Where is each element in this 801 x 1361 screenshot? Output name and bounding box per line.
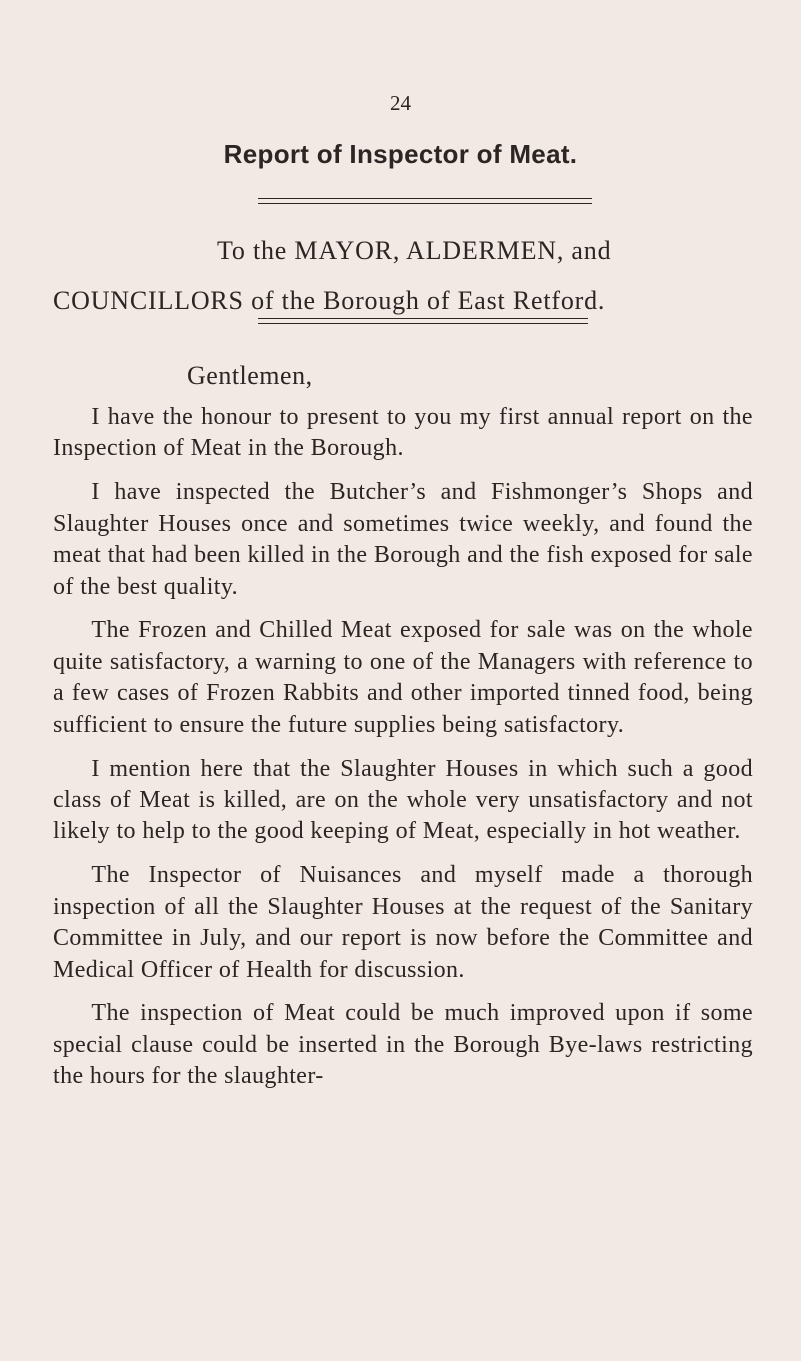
paragraph: I mention here that the Slaughter Houses in which such a good class of Meat is killed, are on the whole very unsatisfactory and not likely to help to the good keeping of Meat, especially in hot weather.	[53, 755, 753, 845]
greeting: Gentlemen,	[187, 361, 313, 390]
paragraph: I have the honour to present to you my first annual report on the Inspection of Meat in the Borough.	[53, 404, 753, 462]
page-number: 24	[390, 91, 411, 115]
address-line-2: COUNCILLORS of the Borough of East Retford.	[53, 286, 606, 315]
report-title: Report of Inspector of Meat.	[223, 139, 578, 169]
paragraph: The Inspector of Nuisances and myself made a thorough inspection of all the Slaughter Houses at the request of the Sanitary Committee in July, and our report is now before the Committee and Medical Officer of Health for discussion.	[53, 862, 753, 983]
paragraph: I have inspected the Butcher’s and Fishmonger’s Shops and Slaughter Houses once and sometimes twice weekly, and found the meat that had been killed in the Borough and the fish exposed for sale of the best quality.	[53, 479, 753, 600]
report-body	[53, 402, 753, 1105]
address-line-1: To the MAYOR, ALDERMEN, and	[217, 236, 612, 265]
title-divider	[258, 198, 592, 204]
paragraph: The inspection of Meat could be much improved upon if some special clause could be inserted in the Borough Bye-laws restricting the hours for the slaughter-	[53, 1000, 753, 1090]
paragraph: The Frozen and Chilled Meat exposed for sale was on the whole quite satisfactory, a warning to one of the Managers with reference to a few cases of Frozen Rabbits and other imported tinned food, being sufficient to ensure the future supplies being satisfactory.	[53, 617, 753, 738]
address-divider	[258, 318, 588, 324]
